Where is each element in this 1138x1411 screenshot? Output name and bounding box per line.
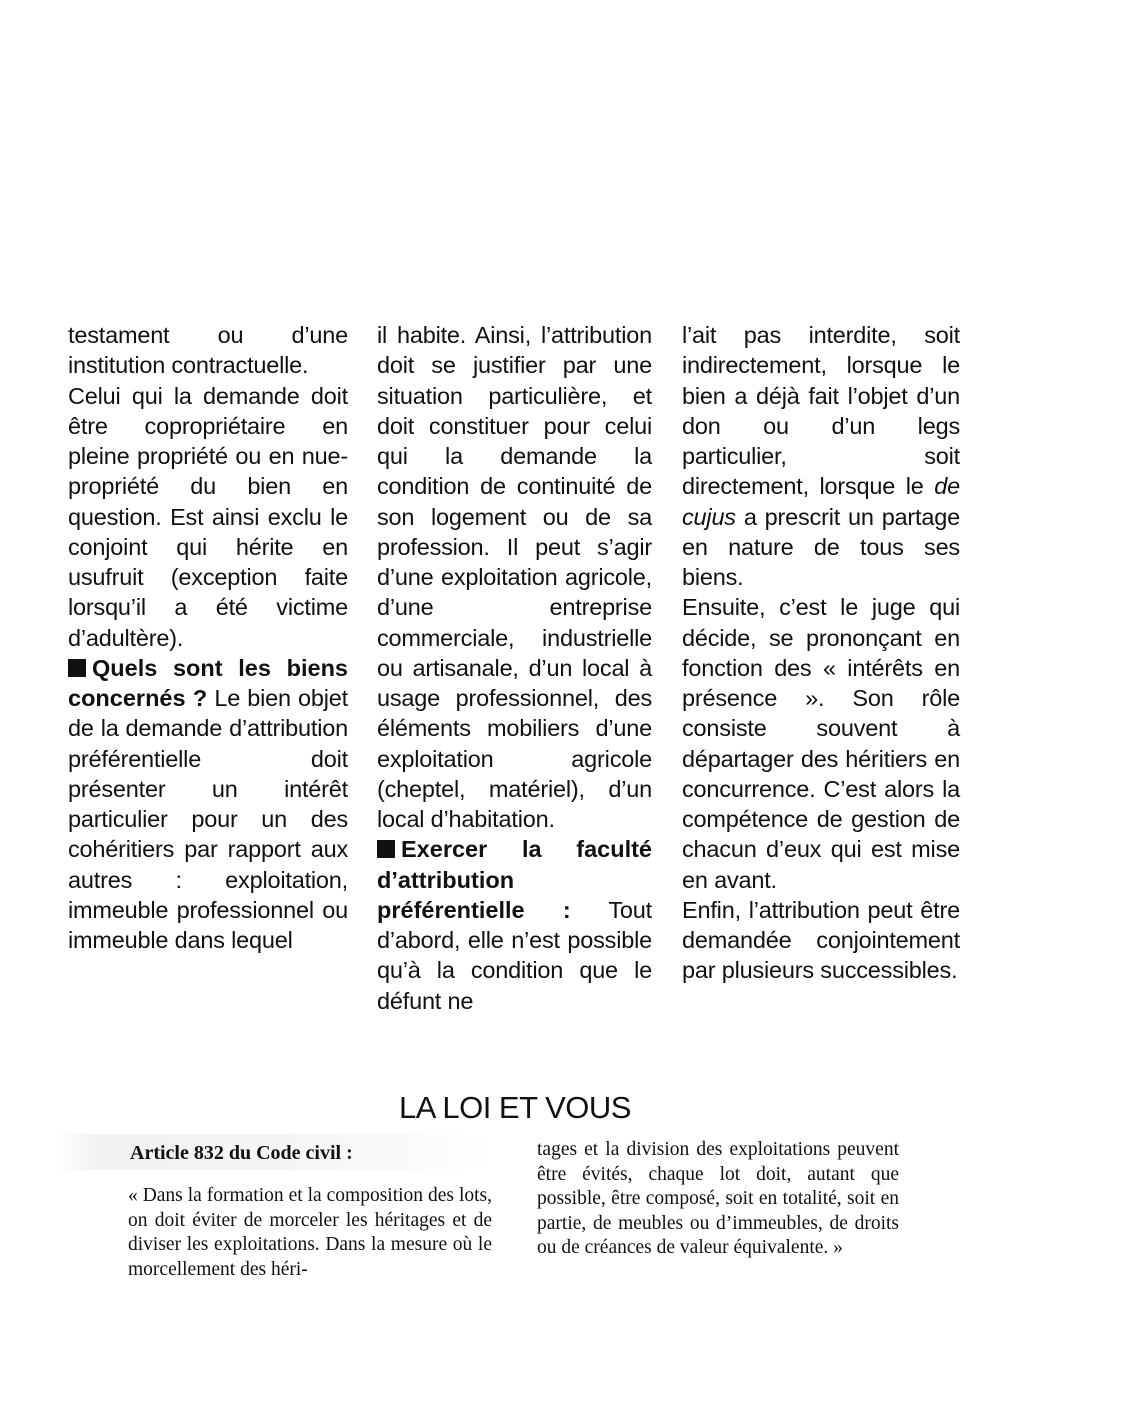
square-bullet-icon xyxy=(68,659,86,677)
paragraph: Ensuite, c’est le juge qui décide, se prononçant en fonction des « intérêts en présence ». Son rôle consiste souvent à départager des héritiers en concurrence. C’est alors la compétence de gestion de chacun d’eux qui est mise en avant. xyxy=(682,594,960,893)
law-text-column-2 xyxy=(537,1138,899,1261)
law-text: tages et la division des exploitations peuvent être évités, chaque lot doit, autant que possible, être composé, soit en totalité, soit en partie, de meubles ou d’immeubles, de droits ou de créances de valeur équivalente. » xyxy=(537,1139,899,1258)
law-box-title: LA LOI ET VOUS xyxy=(399,1090,631,1125)
paragraph xyxy=(377,834,652,1016)
article-column-3 xyxy=(682,320,960,986)
paragraph xyxy=(682,320,960,592)
section-heading: Exercer la faculté d’attribution préférentielle : xyxy=(377,836,652,923)
square-bullet-icon xyxy=(377,840,395,858)
article-column-2 xyxy=(377,320,652,1016)
paragraph: il habite. Ainsi, l’attribution doit se justifier par une situation particulière, et doit constituer pour celui qui la demande la condition de continuité de son logement ou de sa profession. Il peut s’agir d’une exploitation agricole, d’une entreprise commerciale, industrielle ou artisanale, d’un local à usage professionnel, des éléments mobiliers d’une exploitation agricole (cheptel, matériel), d’un local d’habitation. xyxy=(377,322,652,832)
paragraph-text: a prescrit un partage en nature de tous ses biens. xyxy=(682,503,960,590)
paragraph: testament ou d’une institution contractuelle. xyxy=(68,322,348,379)
italic-term: de cujus xyxy=(682,473,960,530)
paragraph: Enfin, l’attribution peut être demandée conjointement par plusieurs successibles. xyxy=(682,896,960,984)
law-article-title: Article 832 du Code civil : xyxy=(130,1142,353,1164)
paragraph: Celui qui la demande doit être copropriétaire en pleine propriété ou en nue-propriété du bien en question. Est ainsi exclu le conjoint qui hérite en usufruit (exception faite lorsqu’il a été victime d’adultère). xyxy=(68,382,348,651)
paragraph-text: l’ait pas interdite, soit indirectement, lorsque le bien a déjà fait l’objet d’un don ou d’un legs particulier, soit directement, lorsque le xyxy=(682,322,960,500)
law-text: « Dans la formation et la composition des lots, on doit éviter de morceler les héritages et de diviser les exploitations. Dans la mesure où le morcellement des héri- xyxy=(128,1185,492,1280)
paragraph xyxy=(68,653,348,956)
paragraph-text: Le bien objet de la demande d’attribution préférentielle doit présenter un intérêt particulier pour un des cohéritiers par rapport aux autres : exploitation, immeuble professionnel ou immeuble dans lequel xyxy=(68,685,348,953)
article-column-1 xyxy=(68,320,348,955)
paragraph-text: Tout d’abord, elle n’est possible qu’à la condition que le défunt ne xyxy=(377,896,652,1014)
law-text-column-1 xyxy=(128,1184,492,1282)
section-heading: Quels sont les biens concernés ? xyxy=(68,654,348,711)
